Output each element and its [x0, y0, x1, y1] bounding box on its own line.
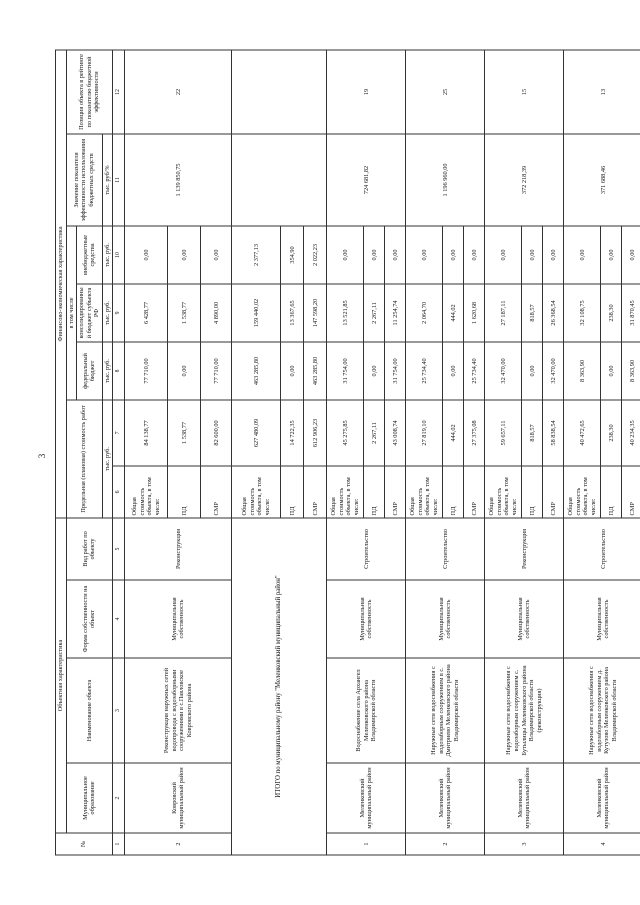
total-cost-value: 58 838,54 [543, 399, 564, 465]
federal-budget-value: 25 734,40 [406, 341, 443, 399]
regional-budget-value: 11 254,74 [385, 283, 406, 341]
federal-budget-value: 31 754,00 [327, 341, 364, 399]
table-row [125, 49, 168, 854]
extrabudgetary-value: 2 022,23 [304, 225, 327, 283]
total-cost-value: 2 267,11 [364, 399, 385, 465]
regional-budget-value: 444,02 [443, 283, 464, 341]
regional-budget-value: 27 187,11 [485, 283, 522, 341]
col-num: 9 [113, 283, 125, 341]
regional-budget-value: 2 064,70 [406, 283, 443, 341]
table-row [564, 49, 601, 854]
row-number: 1 [327, 833, 406, 855]
federal-budget-value: 8 363,90 [622, 341, 640, 399]
table-body [56, 49, 640, 854]
federal-budget-value: 0,00 [281, 341, 304, 399]
total-cost-value: 82 600,00 [201, 399, 232, 465]
page-number: 3 [37, 453, 47, 459]
federal-budget-value: 463 285,80 [232, 341, 281, 399]
total-cost-value: 612 906,23 [304, 399, 327, 465]
extrabudgetary-value: 0,00 [327, 225, 364, 283]
work-type-cell: Реконструкция [125, 517, 232, 579]
total-cost-value: 45 275,85 [327, 399, 364, 465]
header-objects-group: Объектная характеристика [56, 517, 67, 832]
header-col-fed: федеральный бюджет [77, 341, 103, 399]
federal-budget-value: 25 734,40 [464, 341, 485, 399]
efficiency-value: 1 196 960,00 [406, 133, 485, 225]
ownership-cell: Муниципальная собственность [327, 580, 406, 658]
extrabudgetary-value: 0,00 [364, 225, 385, 283]
rating-position: 15 [485, 49, 564, 133]
municipality-cell: Меленковский муниципальный район [485, 763, 564, 833]
row-number: 3 [485, 833, 564, 855]
ownership-cell: Муниципальная собственность [406, 580, 485, 658]
object-name-cell: Реконструкция наружных сетей водопровода с водозаборными сооружениями в с.Павловское Ковровского района [125, 658, 232, 763]
extrabudgetary-value: 0,00 [601, 225, 622, 283]
rating-position: 19 [327, 49, 406, 133]
object-name-cell: Наружные сети водоснабжения с водозаборным сооружением в с. Дмитриево Меленковского района Владимирской области [406, 658, 485, 763]
federal-budget-value: 31 754,00 [385, 341, 406, 399]
object-name-cell: Наружные сети водоснабжения с водозаборным сооружением д. Кутузово Меленковского района Владимирской области [564, 658, 640, 763]
unit-eff: тыс. руб/% [102, 133, 113, 225]
efficiency-value: 724 681,82 [327, 133, 406, 225]
federal-budget-value: 32 470,00 [485, 341, 522, 399]
federal-budget-value: 77 710,00 [125, 341, 168, 399]
col-num: 11 [113, 133, 125, 225]
cost-breakdown-label: ПД [168, 465, 201, 517]
federal-budget-value: 463 285,80 [304, 341, 327, 399]
federal-budget-value: 0,00 [168, 341, 201, 399]
unit-reg: тыс. руб. [102, 283, 113, 341]
municipality-cell: Ковровский муниципальный район [125, 763, 232, 833]
extrabudgetary-value: 0,00 [125, 225, 168, 283]
empty-efficiency-cell [232, 133, 327, 225]
cost-breakdown-label: СМР [304, 465, 327, 517]
rating-position: 13 [564, 49, 640, 133]
regional-budget-value: 238,30 [601, 283, 622, 341]
col-num: 7 [113, 399, 125, 465]
federal-budget-value: 32 470,00 [543, 341, 564, 399]
cost-breakdown-label: ПД [443, 465, 464, 517]
table-row [406, 49, 443, 854]
header-col-no: № [56, 833, 113, 855]
cost-breakdown-label: СМР [543, 465, 564, 517]
efficiency-value: 371 688,46 [564, 133, 640, 225]
total-cost-value: 59 657,11 [485, 399, 522, 465]
cost-breakdown-label: Общая стоимость объекта, в том числе: [485, 465, 522, 517]
total-cost-value: 40 234,35 [622, 399, 640, 465]
cost-breakdown-label: СМР [385, 465, 406, 517]
regional-budget-value: 31 870,45 [622, 283, 640, 341]
total-cost-value: 43 008,74 [385, 399, 406, 465]
col-num: 8 [113, 341, 125, 399]
col-num: 3 [113, 658, 125, 763]
investment-objects-table [55, 49, 640, 855]
total-cost-value: 1 538,77 [168, 399, 201, 465]
work-type-cell: Строительство [564, 517, 640, 579]
cost-breakdown-label: ПД [281, 465, 304, 517]
ownership-cell: Муниципальная собственность [125, 580, 232, 658]
ownership-cell: Муниципальная собственность [564, 580, 640, 658]
efficiency-value: 1 139 850,75 [125, 133, 232, 225]
header-col-cost: Предельная (плановая) стоимость работ [66, 399, 102, 517]
regional-budget-value: 13 521,85 [327, 283, 364, 341]
extrabudgetary-value: 0,00 [564, 225, 601, 283]
work-type-cell: Строительство [406, 517, 485, 579]
row-number: 2 [406, 833, 485, 855]
header-col-name: Наименование объекта [66, 658, 113, 763]
unit-fed: тыс. руб. [102, 341, 113, 399]
municipality-cell: Меленковский муниципальный район [406, 763, 485, 833]
cost-breakdown-label: Общая стоимость объекта, в том числе: [232, 465, 281, 517]
regional-budget-value: 159 440,02 [232, 283, 281, 341]
total-cost-value: 40 472,65 [564, 399, 601, 465]
cost-breakdown-label: Общая стоимость объекта, в том числе: [564, 465, 601, 517]
col-num: 5 [113, 517, 125, 579]
header-col-eff: Значение показателя эффективности использования бюджетных средств [66, 133, 102, 225]
extrabudgetary-value: 354,90 [281, 225, 304, 283]
federal-budget-value: 77 710,00 [201, 341, 232, 399]
unit-ext: тыс. руб. [102, 225, 113, 283]
table-row [327, 49, 364, 854]
total-cost-value: 238,30 [601, 399, 622, 465]
extrabudgetary-value: 0,00 [543, 225, 564, 283]
total-cost-value: 818,57 [522, 399, 543, 465]
header-col-work: Вид работ по объекту [66, 517, 113, 579]
cost-breakdown-label: Общая стоимость объекта, в том числе: [327, 465, 364, 517]
row-number: 2 [125, 833, 232, 855]
federal-budget-value: 0,00 [443, 341, 464, 399]
object-name-cell: Наружные сети водоснабжения с водозаборным сооружением с. Бутылицы Меленковского района Владимирской области (реконструкция) [485, 658, 564, 763]
cost-breakdown-label: СМР [201, 465, 232, 517]
work-type-cell: Строительство [327, 517, 406, 579]
total-cost-value: 27 819,10 [406, 399, 443, 465]
extrabudgetary-value: 0,00 [201, 225, 232, 283]
header-col-reg: консолидированный бюджет субъекта РФ [77, 283, 103, 341]
extrabudgetary-value: 2 377,13 [232, 225, 281, 283]
header-col-ext: внебюджетные средства [77, 225, 103, 283]
federal-budget-value: 0,00 [522, 341, 543, 399]
regional-budget-value: 6 428,77 [125, 283, 168, 341]
cost-breakdown-label: ПД [601, 465, 622, 517]
total-cost-value: 27 375,08 [464, 399, 485, 465]
regional-budget-value: 818,57 [522, 283, 543, 341]
rotated-sheet [55, 50, 636, 855]
regional-budget-value: 13 367,65 [281, 283, 304, 341]
regional-budget-value: 32 108,75 [564, 283, 601, 341]
extrabudgetary-value: 0,00 [385, 225, 406, 283]
regional-budget-value: 26 368,54 [543, 283, 564, 341]
col-num: 12 [113, 49, 125, 133]
cost-breakdown-label: Общая стоимость объекта, в том числе: [406, 465, 443, 517]
col-num: 6 [113, 465, 125, 517]
extrabudgetary-value: 0,00 [464, 225, 485, 283]
extrabudgetary-value: 0,00 [168, 225, 201, 283]
extrabudgetary-value: 0,00 [622, 225, 640, 283]
work-type-cell: Реконструкция [485, 517, 564, 579]
extrabudgetary-value: 0,00 [443, 225, 464, 283]
total-cost-value: 14 722,35 [281, 399, 304, 465]
total-cost-value: 84 138,77 [125, 399, 168, 465]
col-num: 4 [113, 580, 125, 658]
rating-position: 22 [125, 49, 232, 133]
federal-budget-value: 0,00 [601, 341, 622, 399]
regional-budget-value: 1 538,77 [168, 283, 201, 341]
extrabudgetary-value: 0,00 [522, 225, 543, 283]
table-row [485, 49, 522, 854]
col-num: 2 [113, 763, 125, 833]
regional-budget-value: 1 620,68 [464, 283, 485, 341]
header-col-rank: Позиция объекта в рейтинге по показателю бюджетной эффективности [66, 49, 113, 133]
total-cost-value: 444,02 [443, 399, 464, 465]
municipality-cell: Меленковский муниципальный район [327, 763, 406, 833]
empty-rank-cell [232, 49, 327, 133]
header-including: в том числе [66, 225, 77, 399]
regional-budget-value: 147 598,20 [304, 283, 327, 341]
rating-position: 25 [406, 49, 485, 133]
cost-breakdown-label: ПД [364, 465, 385, 517]
header-finance-group: Финансово-экономическая характеристика [56, 49, 67, 517]
total-row [232, 49, 281, 854]
column-number-row [113, 49, 125, 854]
cost-breakdown-label: СМР [622, 465, 640, 517]
federal-budget-value: 8 363,90 [564, 341, 601, 399]
total-label: ИТОГО по муниципальному району "Меленковский муниципальный район" [232, 517, 327, 854]
regional-budget-value: 4 890,00 [201, 283, 232, 341]
extrabudgetary-value: 0,00 [406, 225, 443, 283]
ownership-cell: Муниципальная собственность [485, 580, 564, 658]
object-name-cell: Водоснабжение села Архангел Меленковского района Владимирской области [327, 658, 406, 763]
unit-cost: тыс. руб. [102, 399, 113, 517]
col-num: 10 [113, 225, 125, 283]
header-col-own: Форма собственности на объект [66, 580, 113, 658]
cost-breakdown-label: ПД [522, 465, 543, 517]
municipality-cell: Меленковский муниципальный район [564, 763, 640, 833]
total-cost-value: 627 480,09 [232, 399, 281, 465]
row-number: 4 [564, 833, 640, 855]
regional-budget-value: 2 267,11 [364, 283, 385, 341]
cost-breakdown-label: СМР [464, 465, 485, 517]
extrabudgetary-value: 0,00 [485, 225, 522, 283]
cost-breakdown-label: Общая стоимость объекта, в том числе: [125, 465, 168, 517]
col-num: 1 [113, 833, 125, 855]
header-col-mun: Муниципальное образование [66, 763, 113, 833]
federal-budget-value: 0,00 [364, 341, 385, 399]
efficiency-value: 372 218,39 [485, 133, 564, 225]
